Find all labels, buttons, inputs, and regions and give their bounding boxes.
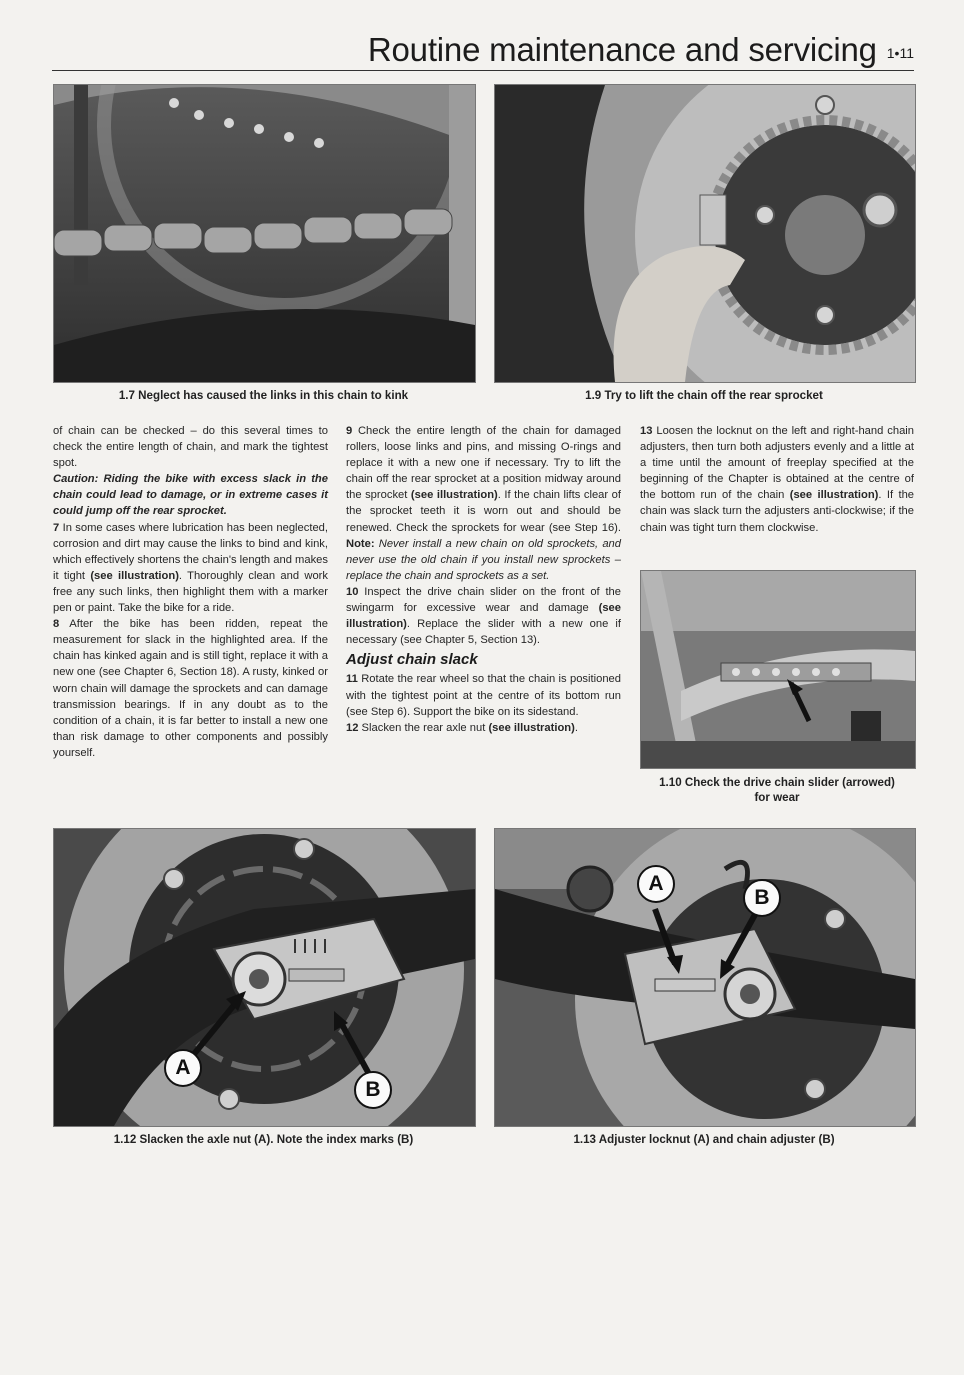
- step-number: 10: [346, 585, 359, 598]
- page-number: 1•11: [886, 45, 914, 61]
- step-13: 13 Loosen the locknut on the left and right-hand chain adjusters, then turn both adjusters evenly and a little at a time until the amount of freeplay specified at the beginning of the Chapter is obtained at the centre of the bottom run of the chain (see illustration). If the chain was slack turn the adjusters anti-clockwise; if the chain was tight turn them clockwise.: [640, 425, 915, 534]
- photo-chain-lift: [494, 84, 916, 383]
- text-column-1: [53, 423, 328, 761]
- caption-line-1: 1.10 Check the drive chain slider (arrowed): [659, 776, 895, 789]
- step-10: 10 Inspect the drive chain slider on the front of the swingarm for excessive wear and damage (see illustration). Replace the slider with a new one if necessary (see Chapter 5, Section 13).: [346, 585, 621, 647]
- illustration-ref: (see illustration): [488, 721, 575, 734]
- page-title: Routine maintenance and servicing: [367, 31, 877, 68]
- illustration-ref: (see illustration): [789, 489, 879, 502]
- photo-chain-adjuster: [494, 828, 916, 1127]
- photo-chain-slider: [640, 570, 916, 769]
- page-header: [52, 26, 914, 71]
- illustration-ref: (see illustration): [410, 489, 498, 502]
- step-number: 13: [640, 425, 653, 437]
- paragraph-continued: of chain can be checked – do this several times to check the entire length of chain, and mark the tightest spot.: [53, 425, 328, 470]
- step-12: 12 Slacken the rear axle nut (see illustration).: [346, 721, 578, 734]
- step-number: 7: [53, 521, 60, 534]
- label-a-marker: A: [164, 1049, 202, 1087]
- caption-fig-1-10: [636, 775, 918, 805]
- photo-axle-nut: [53, 828, 476, 1127]
- caption-fig-1-7: 1.7 Neglect has caused the links in this chain to kink: [118, 389, 409, 402]
- caption-line-2: for wear: [754, 791, 800, 804]
- step-8: 8 After the bike has been ridden, repeat the measurement for slack in the highlighted area. If the chain has kinked again and is still tight, replace it with a new one (see Chapter 6, Section 18). A rusty, kinked or worn chain will damage the sprockets and can damage transmission bearings. If in any doubt as to the condition of a chain, it is far better to install a new one than risk damage to other components and possibly yourself.: [53, 618, 328, 759]
- caution-paragraph: Caution: Riding the bike with excess slack in the chain could lead to damage, or in extreme cases it could jump off the rear sprocket.: [53, 473, 328, 518]
- note-label: Note:: [346, 537, 375, 550]
- label-b-marker: B: [354, 1071, 392, 1109]
- photo-chain-kinked: [53, 84, 476, 383]
- step-number: 11: [346, 673, 358, 686]
- step-11: 11 Rotate the rear wheel so that the chain is positioned with the tightest point at the centre of its bottom run (see Step 6). Support the bike on its sidestand.: [346, 673, 621, 718]
- text-column-2: [346, 423, 621, 736]
- caption-fig-1-12: 1.12 Slacken the axle nut (A). Note the index marks (B): [113, 1133, 414, 1146]
- caption-fig-1-9: 1.9 Try to lift the chain off the rear sprocket: [585, 389, 823, 402]
- step-7: 7 In some cases where lubrication has been neglected, corrosion and dirt may cause the links to bind and kink, which effectively shortens the chain's length and makes it tight (see illustration). Thoroughly clean and work free any such links, then highlight them with a marker pen or paint. Take the bike for a ride.: [53, 521, 328, 615]
- section-heading: Adjust chain slack: [346, 651, 478, 669]
- label-b-marker: B: [743, 879, 781, 917]
- caption-fig-1-13: 1.13 Adjuster locknut (A) and chain adjuster (B): [573, 1133, 835, 1146]
- label-a-marker: A: [637, 865, 675, 903]
- illustration-ref: (see illustration): [346, 602, 621, 631]
- step-9: 9 Check the entire length of the chain for damaged rollers, loose links and pins, and missing O-rings and replace it with a new one if necessary. Try to lift the chain off the rear sprocket at a position midway around the sprocket (see illustration). If the chain lifts clear of the sprocket teeth it is worn out and should be renewed. Check the sprockets for wear (see Step 16). Note: Never install a new chain on old sprockets, and never use the old chain if you install new sprockets – replace the chain and sprockets as a set.: [346, 425, 621, 582]
- step-number: 8: [53, 618, 60, 631]
- step-number: 9: [346, 425, 353, 437]
- text-column-3: [640, 423, 914, 536]
- illustration-ref: (see illustration): [90, 569, 179, 582]
- step-number: 12: [346, 721, 359, 734]
